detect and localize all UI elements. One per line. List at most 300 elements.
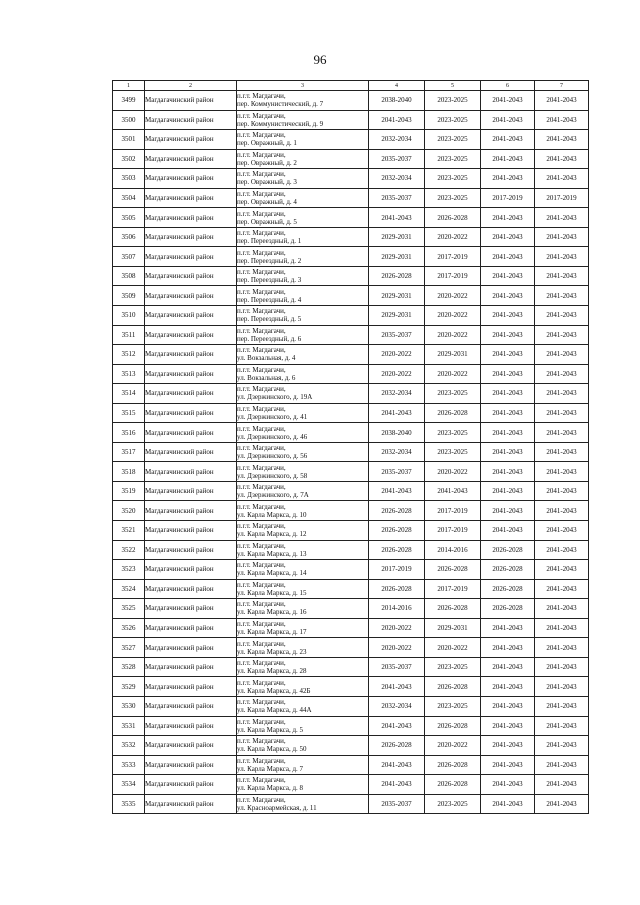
- table-row: [113, 755, 589, 775]
- period-col6-cell: 2041-2043: [481, 794, 535, 814]
- address-cell: [237, 149, 369, 169]
- district-cell: Магдагачинский район: [145, 579, 237, 599]
- address-settlement: п.г.т. Магдагачи,: [237, 561, 286, 570]
- period-col7-cell: 2041-2043: [535, 364, 589, 384]
- district-cell: Магдагачинский район: [145, 521, 237, 541]
- period-col4-cell: 2017-2019: [369, 560, 425, 580]
- address-street: пер. Овражный, д. 3: [237, 178, 297, 187]
- district-cell: Магдагачинский район: [145, 560, 237, 580]
- period-col5-cell: 2023-2025: [425, 169, 481, 189]
- period-col4-cell: 2032-2034: [369, 384, 425, 404]
- period-col5-cell: 2023-2025: [425, 110, 481, 130]
- district-cell: Магдагачинский район: [145, 462, 237, 482]
- period-col5-cell: 2041-2043: [425, 481, 481, 501]
- row-number-cell: 3506: [113, 227, 145, 247]
- address-cell: [237, 306, 369, 326]
- period-col6-cell: 2026-2028: [481, 579, 535, 599]
- address-street: ул. Карла Маркса, д. 42Б: [237, 686, 311, 695]
- column-header-7: 7: [535, 81, 589, 91]
- table-row: [113, 149, 589, 169]
- address-settlement: п.г.т. Магдагачи,: [237, 737, 286, 746]
- table-row: [113, 696, 589, 716]
- row-number-cell: 3520: [113, 501, 145, 521]
- district-cell: Магдагачинский район: [145, 423, 237, 443]
- period-col6-cell: 2041-2043: [481, 345, 535, 365]
- period-col6-cell: 2026-2028: [481, 540, 535, 560]
- period-col5-cell: 2029-2031: [425, 618, 481, 638]
- table-row: [113, 775, 589, 795]
- period-col5-cell: 2023-2025: [425, 188, 481, 208]
- row-number-cell: 3500: [113, 110, 145, 130]
- row-number-cell: 3512: [113, 345, 145, 365]
- address-cell: [237, 657, 369, 677]
- district-cell: Магдагачинский район: [145, 286, 237, 306]
- address-street: пер. Овражный, д. 2: [237, 158, 297, 167]
- period-col5-cell: 2023-2025: [425, 149, 481, 169]
- address-settlement: п.г.т. Магдагачи,: [237, 190, 286, 198]
- district-cell: Магдагачинский район: [145, 540, 237, 560]
- row-number-cell: 3526: [113, 618, 145, 638]
- period-col7-cell: 2041-2043: [535, 91, 589, 111]
- address-cell: [237, 501, 369, 521]
- address-street: ул. Карла Маркса, д. 50: [237, 745, 307, 754]
- address-settlement: п.г.т. Магдагачи,: [237, 483, 286, 492]
- column-header-6: 6: [481, 81, 535, 91]
- address-street: ул. Карла Маркса, д. 23: [237, 647, 307, 656]
- address-cell: [237, 325, 369, 345]
- address-cell: [237, 208, 369, 228]
- period-col7-cell: 2017-2019: [535, 188, 589, 208]
- address-settlement: п.г.т. Магдагачи,: [237, 150, 286, 159]
- address-street: пер. Овражный, д. 5: [237, 217, 297, 226]
- period-col5-cell: 2026-2028: [425, 403, 481, 423]
- period-col6-cell: 2041-2043: [481, 462, 535, 482]
- district-cell: Магдагачинский район: [145, 442, 237, 462]
- address-street: ул. Карла Маркса, д. 44А: [237, 706, 312, 715]
- period-col6-cell: 2026-2028: [481, 560, 535, 580]
- address-settlement: п.г.т. Магдагачи,: [237, 678, 286, 687]
- address-street: ул. Карла Маркса, д. 8: [237, 784, 304, 793]
- period-col7-cell: 2041-2043: [535, 755, 589, 775]
- row-number-cell: 3515: [113, 403, 145, 423]
- address-cell: [237, 677, 369, 697]
- address-street: ул. Карла Маркса, д. 15: [237, 588, 307, 597]
- row-number-cell: 3530: [113, 696, 145, 716]
- address-street: пер. Переездный, д. 3: [237, 276, 302, 285]
- table-row: [113, 364, 589, 384]
- period-col5-cell: 2026-2028: [425, 755, 481, 775]
- address-settlement: п.г.т. Магдагачи,: [237, 92, 286, 101]
- table-row: [113, 286, 589, 306]
- table-row: [113, 188, 589, 208]
- address-street: пер. Переездный, д. 2: [237, 256, 302, 265]
- address-settlement: п.г.т. Магдагачи,: [237, 756, 286, 765]
- period-col6-cell: 2041-2043: [481, 208, 535, 228]
- table-row: [113, 227, 589, 247]
- address-street: ул. Карла Маркса, д. 13: [237, 549, 307, 558]
- period-col7-cell: 2041-2043: [535, 423, 589, 443]
- address-street: пер. Переездный, д. 1: [237, 237, 302, 246]
- address-settlement: п.г.т. Магдагачи,: [237, 365, 286, 374]
- address-cell: [237, 462, 369, 482]
- period-col7-cell: 2041-2043: [535, 540, 589, 560]
- period-col6-cell: 2041-2043: [481, 266, 535, 286]
- district-cell: Магдагачинский район: [145, 266, 237, 286]
- period-col4-cell: 2041-2043: [369, 481, 425, 501]
- period-col6-cell: 2041-2043: [481, 677, 535, 697]
- period-col4-cell: 2041-2043: [369, 403, 425, 423]
- address-settlement: п.г.т. Магдагачи,: [237, 346, 286, 355]
- period-col7-cell: 2041-2043: [535, 130, 589, 150]
- district-cell: Магдагачинский район: [145, 677, 237, 697]
- housing-register-table: [112, 80, 589, 814]
- table-row: [113, 110, 589, 130]
- period-col4-cell: 2026-2028: [369, 501, 425, 521]
- period-col7-cell: 2041-2043: [535, 306, 589, 326]
- row-number-cell: 3503: [113, 169, 145, 189]
- district-cell: Магдагачинский район: [145, 149, 237, 169]
- row-number-cell: 3519: [113, 481, 145, 501]
- address-settlement: п.г.т. Магдагачи,: [237, 717, 286, 726]
- row-number-cell: 3501: [113, 130, 145, 150]
- period-col4-cell: 2032-2034: [369, 442, 425, 462]
- district-cell: Магдагачинский район: [145, 247, 237, 267]
- period-col5-cell: 2026-2028: [425, 560, 481, 580]
- period-col4-cell: 2041-2043: [369, 110, 425, 130]
- address-cell: [237, 599, 369, 619]
- address-settlement: п.г.т. Магдагачи,: [237, 463, 286, 472]
- address-street: пер. Овражный, д. 4: [237, 198, 297, 206]
- row-number-cell: 3517: [113, 442, 145, 462]
- address-settlement: п.г.т. Магдагачи,: [237, 326, 286, 335]
- district-cell: Магдагачинский район: [145, 716, 237, 736]
- period-col5-cell: 2026-2028: [425, 677, 481, 697]
- row-number-cell: 3533: [113, 755, 145, 775]
- address-street: пер. Коммунистический, д. 9: [237, 119, 324, 128]
- period-col5-cell: 2026-2028: [425, 716, 481, 736]
- period-col4-cell: 2041-2043: [369, 755, 425, 775]
- row-number-cell: 3521: [113, 521, 145, 541]
- period-col7-cell: 2041-2043: [535, 521, 589, 541]
- period-col6-cell: 2041-2043: [481, 736, 535, 756]
- address-settlement: п.г.т. Магдагачи,: [237, 209, 286, 218]
- district-cell: Магдагачинский район: [145, 618, 237, 638]
- period-col5-cell: 2020-2022: [425, 638, 481, 658]
- period-col6-cell: 2041-2043: [481, 306, 535, 326]
- address-street: ул. Дзержинского, д. 58: [237, 471, 308, 480]
- period-col7-cell: 2041-2043: [535, 657, 589, 677]
- period-col4-cell: 2020-2022: [369, 345, 425, 365]
- column-header-1: 1: [113, 81, 145, 91]
- period-col7-cell: 2041-2043: [535, 110, 589, 130]
- table-row: [113, 462, 589, 482]
- address-street: пер. Переездный, д. 4: [237, 295, 302, 304]
- district-cell: Магдагачинский район: [145, 188, 237, 208]
- table-row: [113, 677, 589, 697]
- address-cell: [237, 423, 369, 443]
- period-col7-cell: 2041-2043: [535, 618, 589, 638]
- row-number-cell: 3528: [113, 657, 145, 677]
- district-cell: Магдагачинский район: [145, 227, 237, 247]
- address-cell: [237, 736, 369, 756]
- period-col4-cell: 2029-2031: [369, 227, 425, 247]
- address-cell: [237, 755, 369, 775]
- district-cell: Магдагачинский район: [145, 306, 237, 326]
- address-cell: [237, 638, 369, 658]
- period-col7-cell: 2041-2043: [535, 227, 589, 247]
- period-col7-cell: 2041-2043: [535, 149, 589, 169]
- row-number-cell: 3534: [113, 775, 145, 795]
- period-col5-cell: 2026-2028: [425, 775, 481, 795]
- address-settlement: п.г.т. Магдагачи,: [237, 776, 286, 785]
- address-cell: [237, 540, 369, 560]
- period-col7-cell: 2041-2043: [535, 286, 589, 306]
- district-cell: Магдагачинский район: [145, 130, 237, 150]
- address-settlement: п.г.т. Магдагачи,: [237, 229, 286, 238]
- address-street: ул. Дзержинского, д. 41: [237, 413, 308, 422]
- period-col6-cell: 2041-2043: [481, 227, 535, 247]
- period-col5-cell: 2017-2019: [425, 266, 481, 286]
- table-row: [113, 657, 589, 677]
- period-col7-cell: 2041-2043: [535, 208, 589, 228]
- row-number-cell: 3513: [113, 364, 145, 384]
- row-number-cell: 3532: [113, 736, 145, 756]
- address-cell: [237, 579, 369, 599]
- period-col4-cell: 2020-2022: [369, 638, 425, 658]
- row-number-cell: 3523: [113, 560, 145, 580]
- period-col7-cell: 2041-2043: [535, 775, 589, 795]
- table-row: [113, 345, 589, 365]
- district-cell: Магдагачинский район: [145, 403, 237, 423]
- address-settlement: п.г.т. Магдагачи,: [237, 600, 286, 609]
- period-col5-cell: 2023-2025: [425, 384, 481, 404]
- address-cell: [237, 286, 369, 306]
- period-col7-cell: 2041-2043: [535, 599, 589, 619]
- district-cell: Магдагачинский район: [145, 657, 237, 677]
- address-settlement: п.г.т. Магдагачи,: [237, 287, 286, 296]
- period-col6-cell: 2041-2043: [481, 403, 535, 423]
- period-col4-cell: 2026-2028: [369, 521, 425, 541]
- period-col6-cell: 2041-2043: [481, 247, 535, 267]
- address-cell: [237, 384, 369, 404]
- row-number-cell: 3518: [113, 462, 145, 482]
- address-street: ул. Карла Маркса, д. 16: [237, 608, 307, 617]
- district-cell: Магдагачинский район: [145, 794, 237, 814]
- period-col4-cell: 2026-2028: [369, 266, 425, 286]
- table-row: [113, 501, 589, 521]
- period-col6-cell: 2041-2043: [481, 91, 535, 111]
- period-col5-cell: 2017-2019: [425, 521, 481, 541]
- table-row: [113, 716, 589, 736]
- period-col5-cell: 2014-2016: [425, 540, 481, 560]
- column-header-2: 2: [145, 81, 237, 91]
- period-col4-cell: 2038-2040: [369, 423, 425, 443]
- period-col7-cell: 2041-2043: [535, 638, 589, 658]
- period-col7-cell: 2041-2043: [535, 501, 589, 521]
- period-col5-cell: 2020-2022: [425, 736, 481, 756]
- address-street: ул. Дзержинского, д. 19А: [237, 393, 313, 402]
- period-col5-cell: 2020-2022: [425, 286, 481, 306]
- period-col5-cell: 2026-2028: [425, 208, 481, 228]
- period-col4-cell: 2026-2028: [369, 540, 425, 560]
- period-col5-cell: 2023-2025: [425, 442, 481, 462]
- row-number-cell: 3522: [113, 540, 145, 560]
- address-cell: [237, 266, 369, 286]
- period-col4-cell: 2038-2040: [369, 91, 425, 111]
- address-settlement: п.г.т. Магдагачи,: [237, 170, 286, 179]
- district-cell: Магдагачинский район: [145, 599, 237, 619]
- period-col4-cell: 2041-2043: [369, 208, 425, 228]
- address-cell: [237, 345, 369, 365]
- address-street: ул. Карла Маркса, д. 12: [237, 530, 307, 539]
- table-row: [113, 540, 589, 560]
- period-col7-cell: 2041-2043: [535, 696, 589, 716]
- address-settlement: п.г.т. Магдагачи,: [237, 405, 286, 414]
- period-col5-cell: 2029-2031: [425, 345, 481, 365]
- column-header-3: 3: [237, 81, 369, 91]
- table-row: [113, 638, 589, 658]
- period-col6-cell: 2017-2019: [481, 188, 535, 208]
- period-col5-cell: 2026-2028: [425, 599, 481, 619]
- table-row: [113, 618, 589, 638]
- period-col7-cell: 2041-2043: [535, 677, 589, 697]
- address-cell: [237, 169, 369, 189]
- address-cell: [237, 91, 369, 111]
- table-row: [113, 481, 589, 501]
- address-settlement: п.г.т. Магдагачи,: [237, 659, 286, 668]
- period-col4-cell: 2020-2022: [369, 618, 425, 638]
- row-number-cell: 3525: [113, 599, 145, 619]
- period-col7-cell: 2041-2043: [535, 579, 589, 599]
- address-street: ул. Дзержинского, д. 46: [237, 432, 308, 441]
- address-settlement: п.г.т. Магдагачи,: [237, 444, 286, 453]
- period-col4-cell: 2026-2028: [369, 579, 425, 599]
- period-col6-cell: 2041-2043: [481, 149, 535, 169]
- period-col4-cell: 2029-2031: [369, 247, 425, 267]
- address-settlement: п.г.т. Магдагачи,: [237, 111, 286, 120]
- period-col5-cell: 2020-2022: [425, 462, 481, 482]
- address-cell: [237, 188, 369, 208]
- address-street: пер. Переездный, д. 5: [237, 315, 302, 324]
- district-cell: Магдагачинский район: [145, 696, 237, 716]
- address-street: ул. Дзержинского, д. 7А: [237, 491, 309, 500]
- period-col5-cell: 2023-2025: [425, 657, 481, 677]
- address-settlement: п.г.т. Магдагачи,: [237, 131, 286, 140]
- column-header-4: 4: [369, 81, 425, 91]
- period-col5-cell: 2023-2025: [425, 130, 481, 150]
- address-street: пер. Коммунистический, д. 7: [237, 100, 324, 109]
- period-col4-cell: 2032-2034: [369, 130, 425, 150]
- period-col4-cell: 2035-2037: [369, 657, 425, 677]
- period-col6-cell: 2041-2043: [481, 130, 535, 150]
- address-cell: [237, 364, 369, 384]
- address-settlement: п.г.т. Магдагачи,: [237, 385, 286, 394]
- district-cell: Магдагачинский район: [145, 325, 237, 345]
- period-col5-cell: 2017-2019: [425, 579, 481, 599]
- table-row: [113, 91, 589, 111]
- table-row: [113, 442, 589, 462]
- period-col6-cell: 2041-2043: [481, 638, 535, 658]
- address-settlement: п.г.т. Магдагачи,: [237, 424, 286, 433]
- address-street: ул. Карла Маркса, д. 17: [237, 628, 307, 637]
- period-col6-cell: 2041-2043: [481, 501, 535, 521]
- row-number-cell: 3514: [113, 384, 145, 404]
- address-street: ул. Вокзальная, д. 6: [237, 373, 296, 382]
- row-number-cell: 3502: [113, 149, 145, 169]
- address-cell: [237, 442, 369, 462]
- district-cell: Магдагачинский район: [145, 736, 237, 756]
- address-street: ул. Красноармейская, д. 11: [237, 803, 317, 812]
- period-col4-cell: 2041-2043: [369, 775, 425, 795]
- address-cell: [237, 794, 369, 814]
- address-street: ул. Дзержинского, д. 56: [237, 452, 308, 461]
- district-cell: Магдагачинский район: [145, 755, 237, 775]
- period-col4-cell: 2032-2034: [369, 169, 425, 189]
- period-col7-cell: 2041-2043: [535, 716, 589, 736]
- address-settlement: п.г.т. Магдагачи,: [237, 795, 286, 804]
- period-col7-cell: 2041-2043: [535, 560, 589, 580]
- address-settlement: п.г.т. Магдагачи,: [237, 307, 286, 316]
- address-cell: [237, 775, 369, 795]
- address-cell: [237, 110, 369, 130]
- period-col6-cell: 2041-2043: [481, 110, 535, 130]
- period-col5-cell: 2020-2022: [425, 306, 481, 326]
- period-col6-cell: 2041-2043: [481, 169, 535, 189]
- period-col4-cell: 2020-2022: [369, 364, 425, 384]
- address-cell: [237, 696, 369, 716]
- row-number-cell: 3510: [113, 306, 145, 326]
- period-col6-cell: 2041-2043: [481, 696, 535, 716]
- period-col5-cell: 2017-2019: [425, 501, 481, 521]
- table-row: [113, 208, 589, 228]
- period-col6-cell: 2041-2043: [481, 775, 535, 795]
- table-row: [113, 384, 589, 404]
- period-col4-cell: 2029-2031: [369, 306, 425, 326]
- period-col7-cell: 2041-2043: [535, 736, 589, 756]
- address-settlement: п.г.т. Магдагачи,: [237, 502, 286, 511]
- address-street: пер. Переездный, д. 6: [237, 334, 302, 343]
- period-col4-cell: 2035-2037: [369, 794, 425, 814]
- period-col5-cell: 2023-2025: [425, 696, 481, 716]
- row-number-cell: 3535: [113, 794, 145, 814]
- address-street: ул. Карла Маркса, д. 14: [237, 569, 307, 578]
- district-cell: Магдагачинский район: [145, 345, 237, 365]
- page-number: 96: [313, 52, 327, 67]
- address-settlement: п.г.т. Магдагачи,: [237, 268, 286, 277]
- period-col6-cell: 2041-2043: [481, 657, 535, 677]
- row-number-cell: 3505: [113, 208, 145, 228]
- period-col6-cell: 2041-2043: [481, 442, 535, 462]
- row-number-cell: 3509: [113, 286, 145, 306]
- address-street: ул. Карла Маркса, д. 7: [237, 764, 304, 773]
- period-col4-cell: 2014-2016: [369, 599, 425, 619]
- address-cell: [237, 560, 369, 580]
- period-col7-cell: 2041-2043: [535, 247, 589, 267]
- period-col5-cell: 2023-2025: [425, 91, 481, 111]
- table-row: [113, 579, 589, 599]
- row-number-cell: 3529: [113, 677, 145, 697]
- period-col5-cell: 2020-2022: [425, 364, 481, 384]
- table-row: [113, 130, 589, 150]
- district-cell: Магдагачинский район: [145, 208, 237, 228]
- address-cell: [237, 521, 369, 541]
- table-row: [113, 736, 589, 756]
- period-col6-cell: 2041-2043: [481, 286, 535, 306]
- period-col4-cell: 2035-2037: [369, 462, 425, 482]
- period-col7-cell: 2041-2043: [535, 384, 589, 404]
- period-col7-cell: 2041-2043: [535, 266, 589, 286]
- address-settlement: п.г.т. Магдагачи,: [237, 541, 286, 550]
